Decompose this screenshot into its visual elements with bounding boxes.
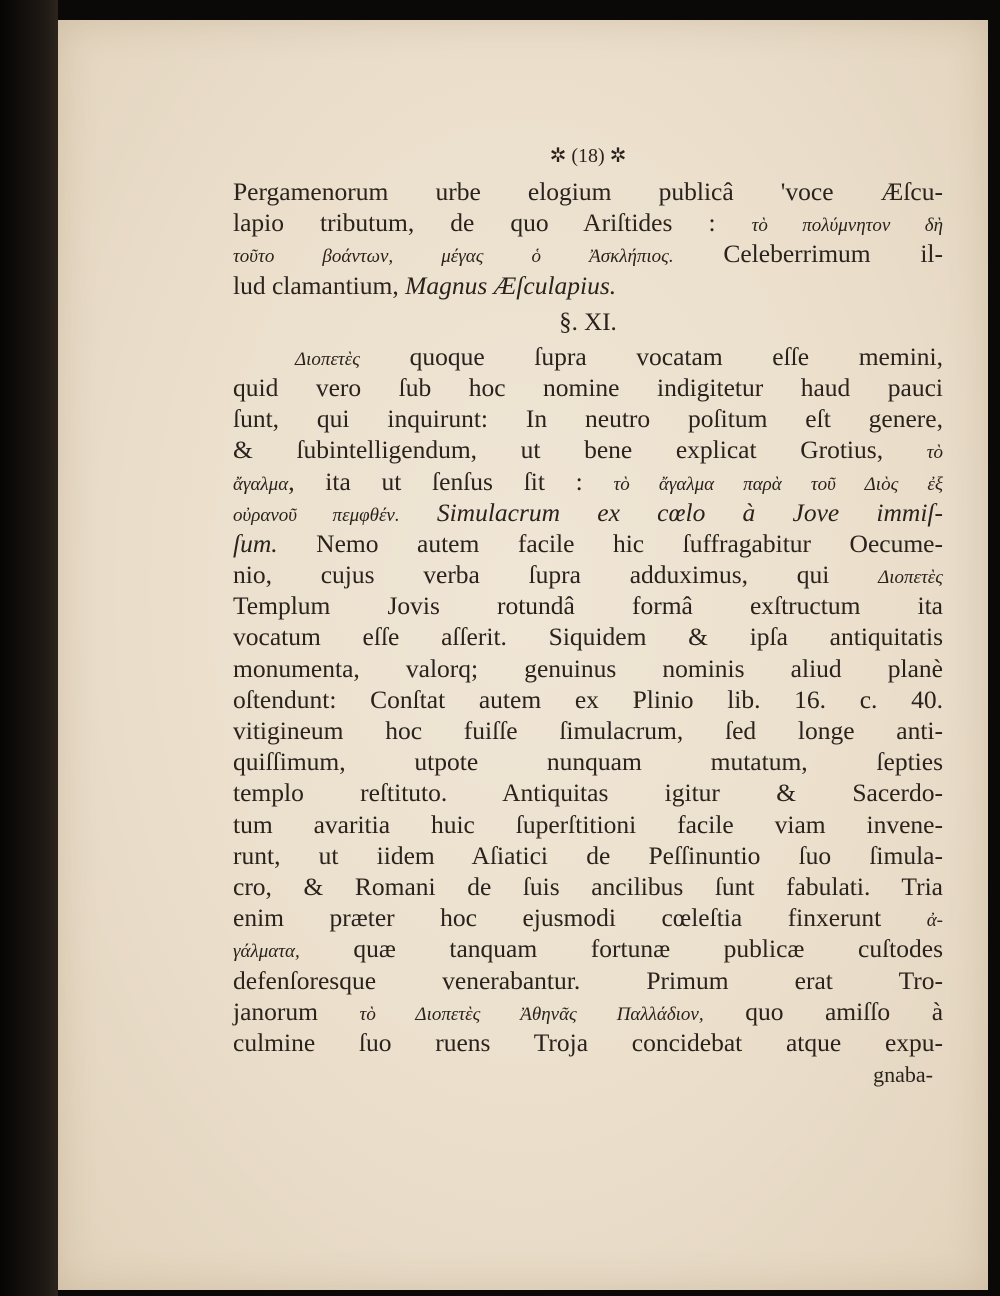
ornament-right-icon: ✲: [609, 145, 627, 167]
text-line: runt, ut iidem Aſiatici de Peſſinuntio ſuo ſimula-: [233, 840, 943, 870]
text-line: ſunt, qui inquirunt: In neutro poſitum eſt genere,: [233, 404, 943, 434]
text-line: lud clamantium, Magnus Æſculapius.: [233, 270, 617, 300]
text-line: monumenta, valorq; genuinus nominis aliud planè: [233, 653, 943, 683]
greek-text: τὸ Διοπετὲς Ἀθηνᾶς Παλλάδιον,: [359, 1003, 704, 1025]
text-line: Templum Jovis rotundâ formâ exſtructum ita: [233, 591, 943, 621]
text-line: janorum τὸ Διοπετὲς Ἀθηνᾶς Παλλάδιον, quo amiſſo à: [233, 996, 944, 1026]
italic-phrase: Simulacrum ex cœlo à Jove immiſ-: [436, 497, 943, 527]
text-line: lapio tributum, de quo Ariſtides : τὸ πολύμνητον δὴ: [233, 208, 944, 238]
text-line: ἄγαλμα, ita ut ſenſus ſit : τὸ ἄγαλμα παρὰ τοῦ Διὸς ἐξ: [233, 466, 944, 496]
greek-text: οὐρανοῦ πεμφθέν.: [233, 504, 400, 526]
text-line: Διοπετὲς quoque ſupra vocatam eſſe memini,: [295, 341, 943, 371]
greek-text: τὸ: [926, 442, 944, 464]
page-header: [233, 140, 943, 172]
greek-text: ἀ-: [926, 910, 943, 932]
greek-text: Διοπετὲς: [878, 567, 943, 589]
scan-left-edge: [0, 0, 58, 1296]
text-line: quid vero ſub hoc nomine indigitetur haud pauci: [233, 372, 943, 402]
catchword: gnaba-: [873, 1062, 933, 1088]
section-heading: §. XI.: [559, 308, 617, 336]
text-line: defenſoresque venerabantur. Primum erat Tro-: [233, 965, 943, 995]
text-line: culmine ſuo ruens Troja concidebat atque expu-: [233, 1027, 943, 1057]
greek-text: Διοπετὲς: [295, 348, 360, 370]
greek-text: τὸ ἄγαλμα παρὰ τοῦ Διὸς ἐξ: [613, 473, 944, 495]
text-line: γάλματα, quæ tanquam fortunæ publicæ cuſtodes: [233, 934, 943, 964]
page-text-block: [233, 140, 943, 1092]
text-line: vitigineum hoc fuiſſe ſimulacrum, ſed longe anti-: [233, 716, 943, 745]
text-line: & ſubintelligendum, ut bene explicat Grotius, τὸ: [233, 435, 944, 465]
text-line: oſtendunt: Conſtat autem ex Plinio lib. 16. c. 40.: [233, 684, 943, 714]
book-page: [58, 20, 988, 1290]
text-line: τοῦτο βοάντων, μέγας ὁ Ἀσκλήπιος. Celeberrimum il-: [233, 239, 943, 269]
text-line: cro, & Romani de ſuis ancilibus ſunt fabulati. Tria: [233, 871, 943, 901]
greek-text: γάλματα,: [233, 941, 300, 963]
text-line: enim præter hoc ejusmodi cœleſtia finxerunt ἀ-: [233, 903, 943, 933]
text-line: templo reſtituto. Antiquitas igitur & Sacerdo-: [233, 778, 943, 808]
text-line: ſum. Nemo autem facile hic ſuffragabitur Oecume-: [233, 528, 943, 558]
greek-text: τὸ πολύμνητον δὴ: [751, 215, 944, 237]
text-line: quiſſimum, utpote nunquam mutatum, ſepties: [233, 747, 943, 777]
text-line: [233, 497, 943, 528]
text-line: nio, cujus verba ſupra adduximus, qui Διοπετὲς: [233, 560, 943, 590]
greek-text: ἄγαλμα: [233, 473, 289, 495]
text-line: Pergamenorum urbe elogium publicâ 'voce Æſcu-: [233, 177, 943, 206]
text-line: vocatum eſſe aſſerit. Siquidem & ipſa antiquitatis: [233, 622, 943, 652]
italic-phrase: ſum.: [233, 528, 278, 558]
ornament-left-icon: ✲: [549, 145, 567, 167]
text-line: tum avaritia huic ſuperſtitioni facile viam invene-: [233, 809, 943, 839]
italic-phrase: Magnus Æſculapius.: [405, 270, 617, 300]
page-number: (18): [571, 145, 605, 167]
greek-text: τοῦτο βοάντων, μέγας ὁ Ἀσκλήπιος.: [233, 246, 674, 268]
